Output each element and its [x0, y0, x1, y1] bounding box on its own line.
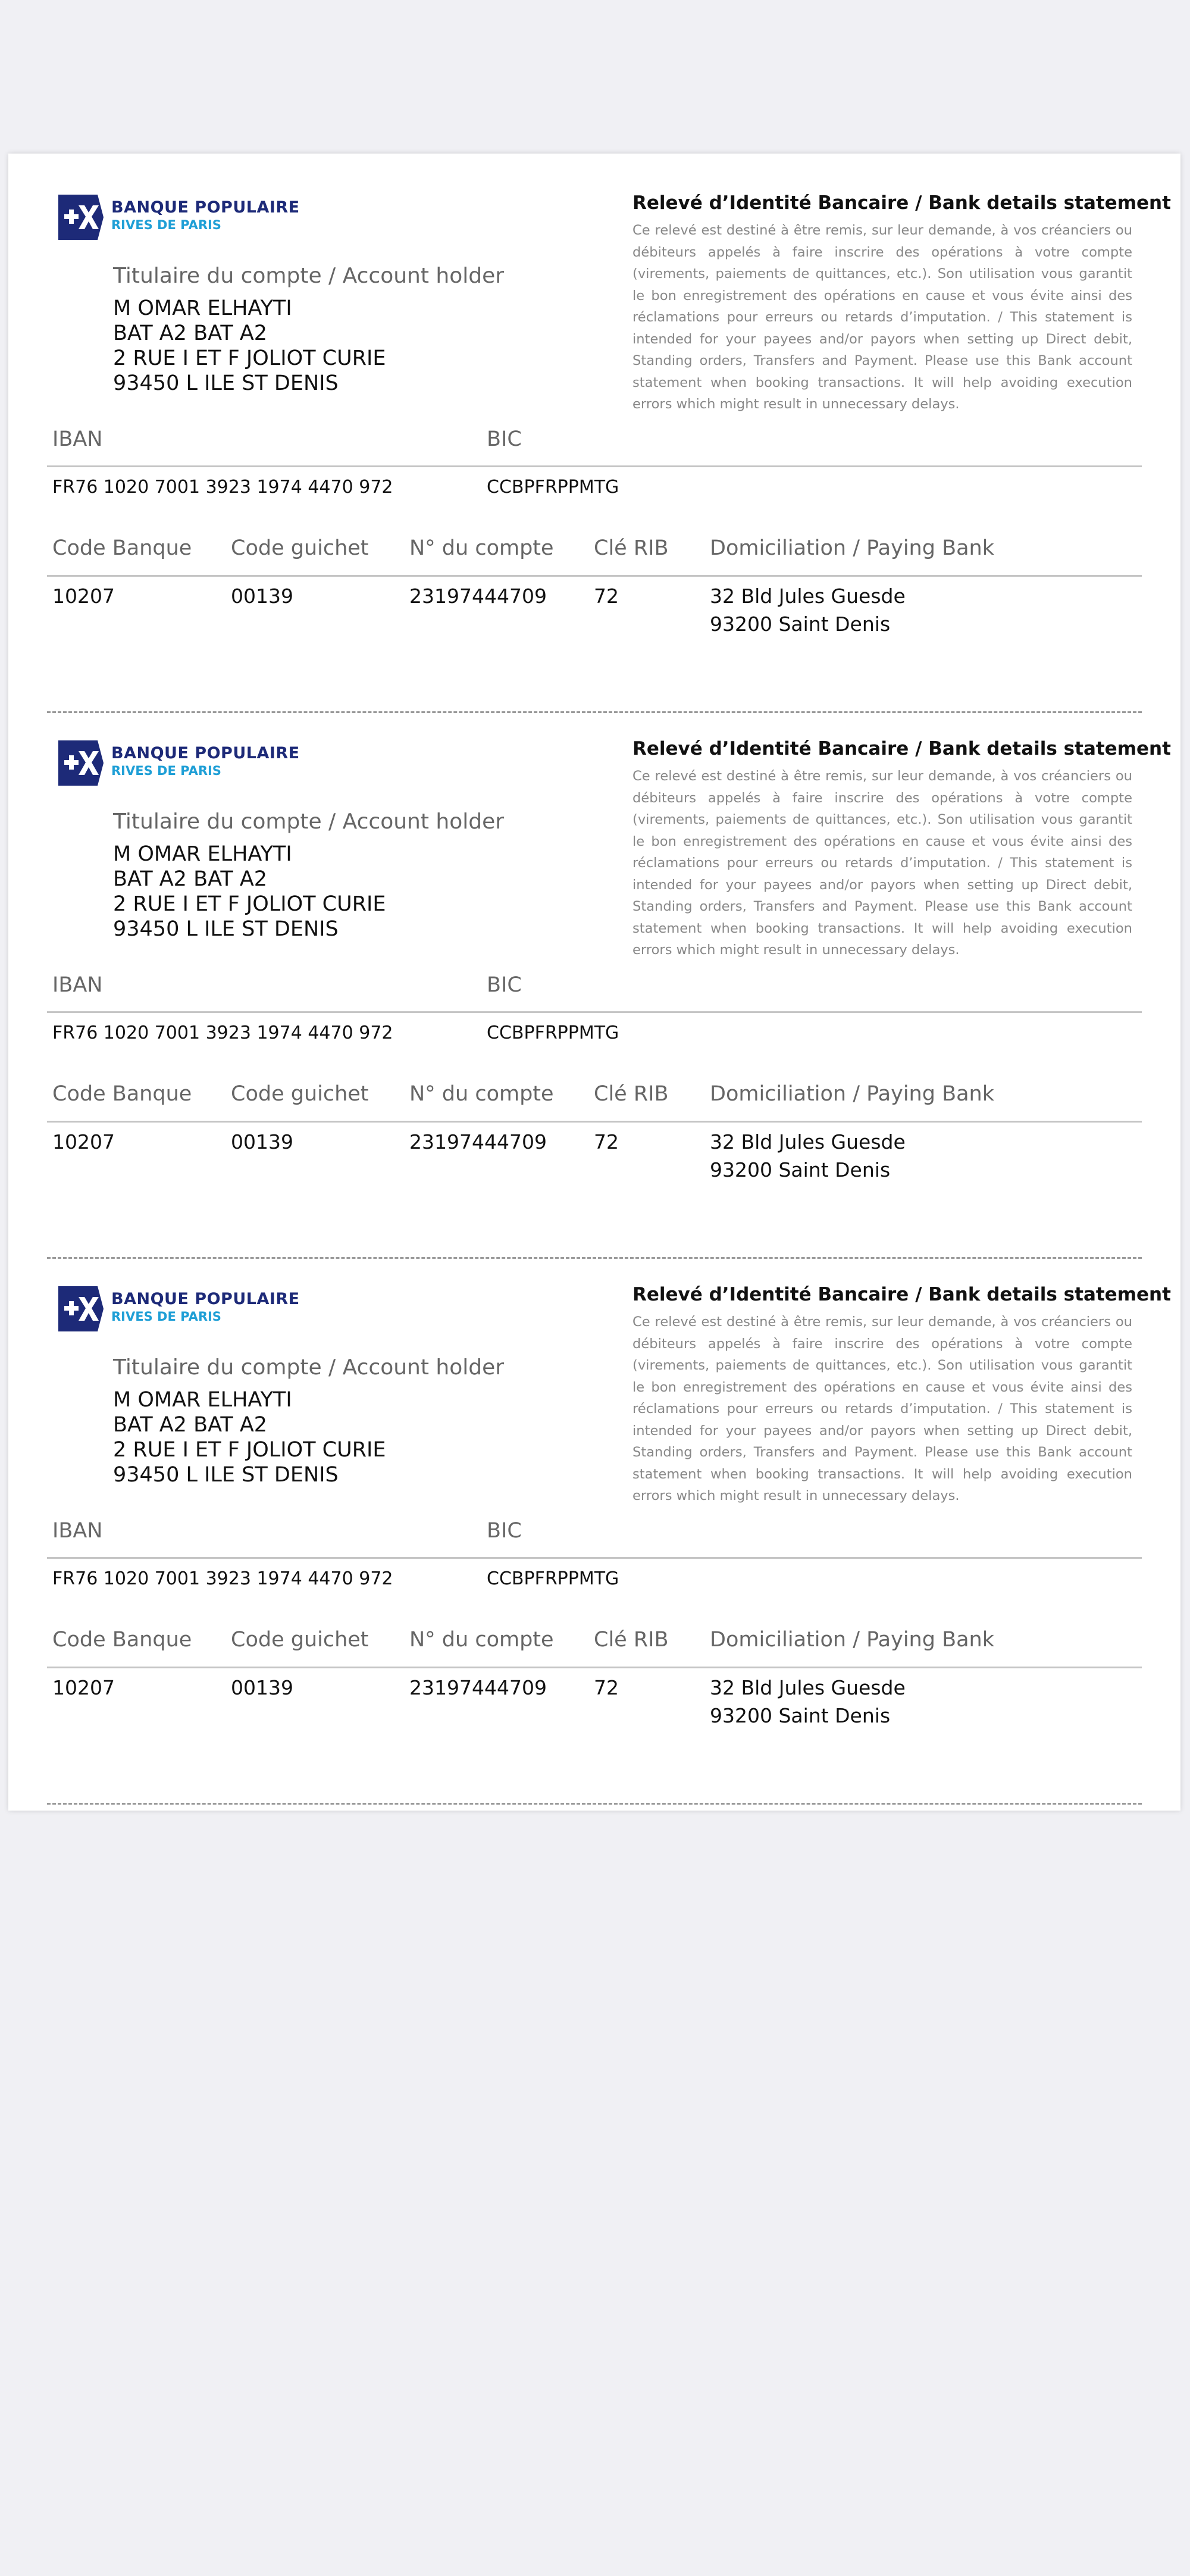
statement-notice — [632, 738, 1171, 961]
code-guichet-label: Code guichet — [231, 1082, 369, 1106]
numero-compte-label: N° du compte — [409, 1082, 554, 1106]
code-banque-value: 10207 — [52, 1676, 115, 1699]
iban-label: IBAN — [52, 427, 103, 451]
bank-region: RIVES DE PARIS — [111, 218, 221, 232]
bic-label: BIC — [487, 1519, 522, 1543]
domiciliation-line2: 93200 Saint Denis — [710, 1704, 891, 1727]
iban-value: FR76 1020 7001 3923 1974 4470 972 — [52, 1023, 393, 1043]
domiciliation-line2: 93200 Saint Denis — [710, 612, 891, 636]
code-banque-label: Code Banque — [52, 1082, 192, 1106]
numero-compte-value: 23197444709 — [409, 1130, 547, 1153]
code-banque-value: 10207 — [52, 1130, 115, 1153]
holder-name: M OMAR ELHAYTI — [113, 842, 292, 866]
domiciliation-label: Domiciliation / Paying Bank — [710, 1082, 994, 1106]
divider — [47, 1557, 1142, 1559]
bank-logo — [56, 192, 312, 246]
code-guichet-label: Code guichet — [231, 536, 369, 560]
code-banque-label: Code Banque — [52, 536, 192, 560]
cut-line — [47, 1803, 1142, 1805]
rib-copy-1 — [8, 154, 1180, 700]
iban-value: FR76 1020 7001 3923 1974 4470 972 — [52, 1568, 393, 1589]
bic-value: CCBPFRPPMTG — [487, 477, 619, 498]
bank-logo-icon — [56, 738, 106, 788]
bic-label: BIC — [487, 973, 522, 997]
bank-region: RIVES DE PARIS — [111, 764, 221, 778]
cle-rib-value: 72 — [594, 584, 619, 608]
numero-compte-value: 23197444709 — [409, 1676, 547, 1699]
bank-logo — [56, 1284, 312, 1337]
cle-rib-value: 72 — [594, 1130, 619, 1153]
statement-body: Ce relevé est destiné à être remis, sur leur demande, à vos créanciers ou débiteurs appelés à faire inscrire des opérations à votre compte (virements, paiements de quittances, etc.). Son utilisation vous garantit le bon enregistrement des opérations en cause et vous évite ainsi des réclamations pour erreurs ou retards d’imputation. / This statement is intended for your payees and/or payors when setting up Direct debit, Standing orders, Transfers and Payment. Please use this Bank account statement when booking transactions. It will help avoiding execution errors which might result in unnecessary delays. — [632, 1314, 1132, 1503]
holder-address-line3: 93450 L ILE ST DENIS — [113, 1463, 339, 1487]
holder-label: Titulaire du compte / Account holder — [113, 1355, 505, 1380]
statement-body: Ce relevé est destiné à être remis, sur leur demande, à vos créanciers ou débiteurs appelés à faire inscrire des opérations à votre compte (virements, paiements de quittances, etc.). Son utilisation vous garantit le bon enregistrement des opérations en cause et vous évite ainsi des réclamations pour erreurs ou retards d’imputation. / This statement is intended for your payees and/or payors when setting up Direct debit, Standing orders, Transfers and Payment. Please use this Bank account statement when booking transactions. It will help avoiding execution errors which might result in unnecessary delays. — [632, 223, 1132, 412]
bank-name: BANQUE POPULAIRE — [111, 1290, 300, 1308]
bank-name: BANQUE POPULAIRE — [111, 198, 300, 217]
bank-logo-icon — [56, 192, 106, 242]
bic-value: CCBPFRPPMTG — [487, 1023, 619, 1043]
cle-rib-label: Clé RIB — [594, 536, 669, 560]
bank-logo — [56, 738, 312, 792]
code-guichet-value: 00139 — [231, 584, 293, 608]
iban-label: IBAN — [52, 1519, 103, 1543]
cle-rib-label: Clé RIB — [594, 1628, 669, 1652]
holder-address-line1: BAT A2 BAT A2 — [113, 1413, 268, 1437]
code-guichet-value: 00139 — [231, 1130, 293, 1153]
divider — [47, 1667, 1142, 1668]
holder-address-line1: BAT A2 BAT A2 — [113, 321, 268, 345]
holder-address-line3: 93450 L ILE ST DENIS — [113, 917, 339, 941]
code-guichet-label: Code guichet — [231, 1628, 369, 1652]
statement-title: Relevé d’Identité Bancaire / Bank details statement — [632, 738, 1171, 759]
numero-compte-label: N° du compte — [409, 536, 554, 560]
holder-address-line2: 2 RUE I ET F JOLIOT CURIE — [113, 346, 386, 370]
statement-notice — [632, 1284, 1171, 1507]
holder-address-line2: 2 RUE I ET F JOLIOT CURIE — [113, 892, 386, 916]
statement-title: Relevé d’Identité Bancaire / Bank details statement — [632, 192, 1171, 214]
domiciliation-label: Domiciliation / Paying Bank — [710, 1628, 994, 1652]
domiciliation-line1: 32 Bld Jules Guesde — [710, 584, 906, 608]
divider — [47, 1121, 1142, 1123]
rib-copy-2 — [8, 699, 1180, 1246]
holder-name: M OMAR ELHAYTI — [113, 296, 292, 320]
bic-value: CCBPFRPPMTG — [487, 1568, 619, 1589]
rib-copy-3 — [8, 1245, 1180, 1792]
statement-title: Relevé d’Identité Bancaire / Bank details statement — [632, 1284, 1171, 1305]
domiciliation-line1: 32 Bld Jules Guesde — [710, 1676, 906, 1699]
divider — [47, 1011, 1142, 1013]
bank-region: RIVES DE PARIS — [111, 1309, 221, 1324]
statement-notice — [632, 192, 1171, 415]
holder-label: Titulaire du compte / Account holder — [113, 264, 505, 288]
cle-rib-label: Clé RIB — [594, 1082, 669, 1106]
code-guichet-value: 00139 — [231, 1676, 293, 1699]
bank-logo-icon — [56, 1284, 106, 1334]
domiciliation-label: Domiciliation / Paying Bank — [710, 536, 994, 560]
iban-value: FR76 1020 7001 3923 1974 4470 972 — [52, 477, 393, 498]
iban-label: IBAN — [52, 973, 103, 997]
holder-name: M OMAR ELHAYTI — [113, 1388, 292, 1412]
divider — [47, 575, 1142, 577]
numero-compte-value: 23197444709 — [409, 584, 547, 608]
statement-body: Ce relevé est destiné à être remis, sur leur demande, à vos créanciers ou débiteurs appelés à faire inscrire des opérations à votre compte (virements, paiements de quittances, etc.). Son utilisation vous garantit le bon enregistrement des opérations en cause et vous évite ainsi des réclamations pour erreurs ou retards d’imputation. / This statement is intended for your payees and/or payors when setting up Direct debit, Standing orders, Transfers and Payment. Please use this Bank account statement when booking transactions. It will help avoiding execution errors which might result in unnecessary delays. — [632, 768, 1132, 958]
holder-address-line3: 93450 L ILE ST DENIS — [113, 371, 339, 395]
numero-compte-label: N° du compte — [409, 1628, 554, 1652]
holder-address-line1: BAT A2 BAT A2 — [113, 867, 268, 891]
holder-address-line2: 2 RUE I ET F JOLIOT CURIE — [113, 1438, 386, 1462]
code-banque-label: Code Banque — [52, 1628, 192, 1652]
code-banque-value: 10207 — [52, 584, 115, 608]
bank-name: BANQUE POPULAIRE — [111, 744, 300, 762]
divider — [47, 465, 1142, 467]
domiciliation-line2: 93200 Saint Denis — [710, 1158, 891, 1181]
rib-document-page — [8, 154, 1180, 1811]
domiciliation-line1: 32 Bld Jules Guesde — [710, 1130, 906, 1153]
bic-label: BIC — [487, 427, 522, 451]
holder-label: Titulaire du compte / Account holder — [113, 809, 505, 834]
cle-rib-value: 72 — [594, 1676, 619, 1699]
